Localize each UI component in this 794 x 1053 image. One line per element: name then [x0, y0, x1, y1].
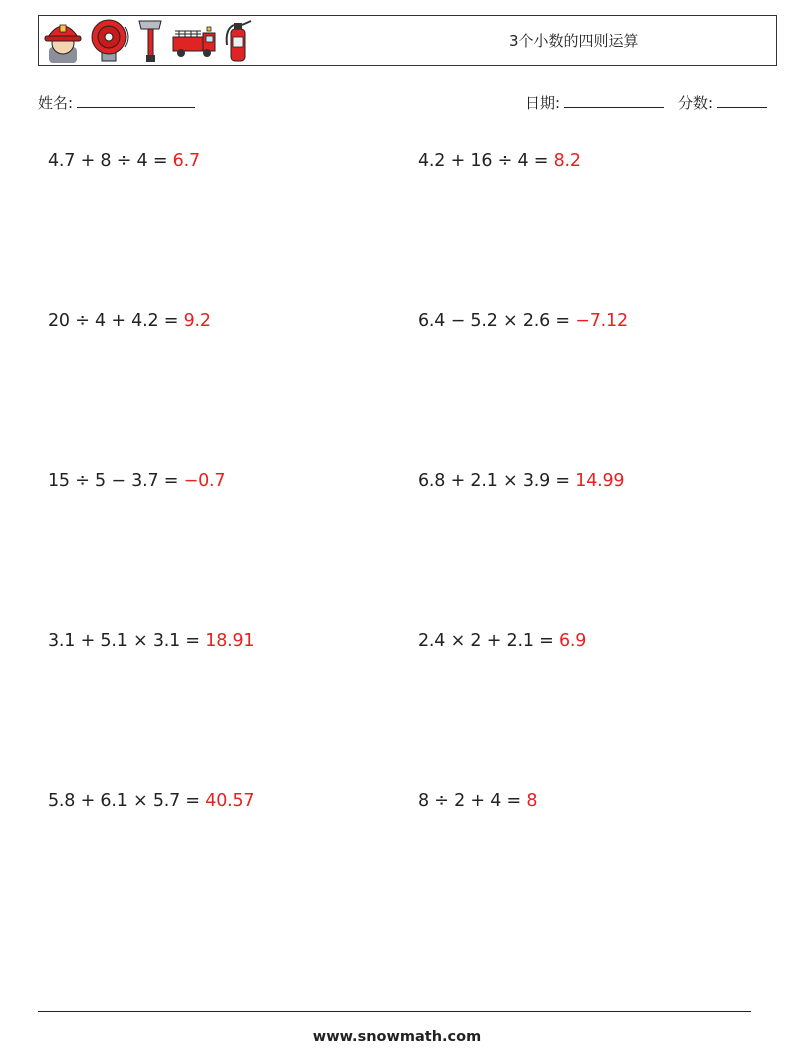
- problem-question: 2.4 × 2 + 2.1 =: [418, 631, 559, 651]
- problem-question: 5.8 + 6.1 × 5.7 =: [48, 791, 206, 811]
- fire-truck-icon: [171, 17, 217, 67]
- problem-10: [418, 791, 537, 811]
- problem-question: 20 ÷ 4 + 4.2 =: [48, 311, 184, 331]
- name-label: 姓名:: [38, 94, 74, 112]
- footer-divider: [38, 1011, 751, 1012]
- problem-question: 4.2 + 16 ÷ 4 =: [418, 151, 554, 171]
- problem-3: [48, 311, 211, 331]
- problem-question: 4.7 + 8 ÷ 4 =: [48, 151, 173, 171]
- problem-4: [418, 311, 628, 331]
- problem-answer: 6.7: [172, 151, 200, 171]
- problem-answer: 8: [526, 791, 538, 811]
- problem-answer: −7.12: [575, 311, 628, 331]
- header-box: [38, 15, 777, 66]
- problem-8: [418, 631, 586, 651]
- fire-axe-icon: [135, 17, 165, 67]
- problem-6: [418, 471, 624, 491]
- name-blank[interactable]: [77, 93, 195, 108]
- problem-7: [48, 631, 254, 651]
- header-icons: [43, 19, 253, 65]
- score-blank[interactable]: [717, 93, 767, 108]
- name-field: [38, 92, 195, 113]
- date-blank[interactable]: [564, 93, 664, 108]
- worksheet-title: 3个小数的四则运算: [509, 32, 639, 50]
- problem-answer: 6.9: [558, 631, 587, 651]
- problem-question: 6.4 − 5.2 × 2.6 =: [418, 311, 576, 331]
- problem-2: [418, 151, 581, 171]
- problem-answer: −0.7: [183, 471, 226, 491]
- problem-question: 15 ÷ 5 − 3.7 =: [48, 471, 184, 491]
- problem-answer: 14.99: [575, 471, 625, 491]
- problem-5: [48, 471, 225, 491]
- fire-extinguisher-icon: [223, 17, 253, 67]
- problem-answer: 40.57: [205, 791, 255, 811]
- firefighter-icon: [43, 17, 83, 67]
- date-field: [525, 92, 664, 113]
- problem-question: 3.1 + 5.1 × 3.1 =: [48, 631, 206, 651]
- problem-9: [48, 791, 254, 811]
- score-label: 分数:: [678, 94, 714, 112]
- fire-alarm-bell-icon: [89, 17, 129, 67]
- problem-1: [48, 151, 200, 171]
- footer-website[interactable]: www.snowmath.com: [312, 1029, 482, 1045]
- problem-answer: 9.2: [183, 311, 211, 331]
- date-label: 日期:: [525, 94, 561, 112]
- problem-question: 8 ÷ 2 + 4 =: [418, 791, 527, 811]
- score-field: [678, 92, 767, 113]
- problem-question: 6.8 + 2.1 × 3.9 =: [418, 471, 576, 491]
- problem-answer: 18.91: [205, 631, 255, 651]
- problem-answer: 8.2: [553, 151, 581, 171]
